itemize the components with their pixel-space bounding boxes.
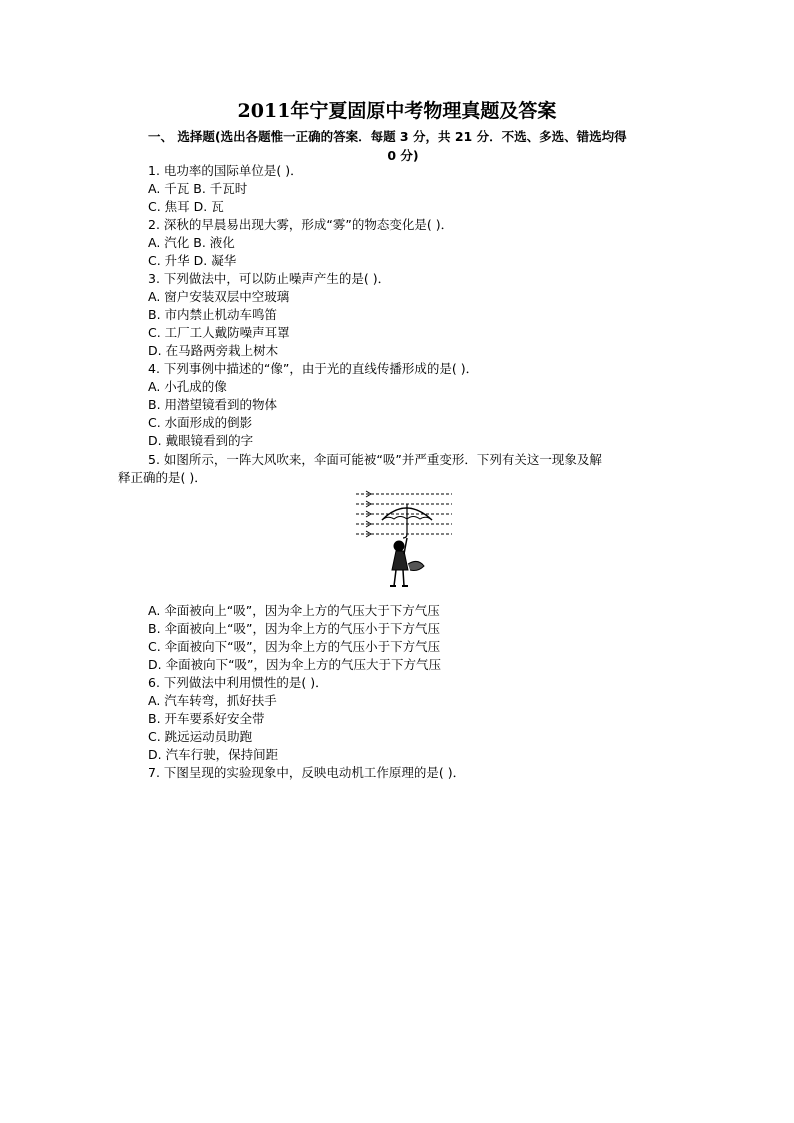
question-6-option-b: B. 开车要系好安全带 — [148, 711, 265, 726]
question-5-option-d: D. 伞面被向下“吸”，因为伞上方的气压大于下方气压 — [148, 657, 442, 672]
umbrella-figure — [352, 488, 460, 596]
question-1-stem: 1. 电功率的国际单位是( )． — [148, 163, 303, 178]
question-2-stem: 2. 深秋的早晨易出现大雾，形成“雾”的物态变化是( )． — [148, 217, 454, 232]
section-heading — [148, 127, 688, 165]
question-7-stem: 7. 下图呈现的实验现象中，反映电动机工作原理的是( )． — [148, 765, 466, 780]
question-5-stem: 5. 如图所示，一阵大风吹来，伞面可能被“吸”并严重变形．下列有关这一现象及解 — [148, 452, 602, 467]
question-6-stem: 6. 下列做法中利用惯性的是( )． — [148, 675, 328, 690]
question-5-stem-continued: 释正确的是( )． — [118, 470, 207, 485]
question-2-option-line-2: C. 升华 D. 凝华 — [148, 253, 237, 268]
question-4-stem: 4. 下列事例中描述的“像”，由于光的直线传播形成的是( )． — [148, 361, 479, 376]
question-4-option-b: B. 用潜望镜看到的物体 — [148, 397, 278, 412]
question-3-option-b: B. 市内禁止机动车鸣笛 — [148, 307, 278, 322]
question-1-option-line-1: A. 千瓦 B. 千瓦时 — [148, 181, 248, 196]
question-2-option-line-1: A. 汽化 B. 液化 — [148, 235, 235, 250]
question-6-option-a: A. 汽车转弯，抓好扶手 — [148, 693, 277, 708]
question-3-option-a: A. 窗户安装双层中空玻璃 — [148, 289, 290, 304]
question-3-option-d: D. 在马路两旁栽上树木 — [148, 343, 279, 358]
section-heading-continued: 0 分) — [387, 148, 419, 163]
question-6-option-d: D. 汽车行驶，保持间距 — [148, 747, 279, 762]
page-title: 2011年宁夏固原中考物理真题及答案 — [237, 100, 557, 122]
question-5-option-b: B. 伞面被向上“吸”，因为伞上方的气压小于下方气压 — [148, 621, 440, 636]
umbrella-wind-icon — [352, 488, 460, 596]
question-4-option-c: C. 水面形成的倒影 — [148, 415, 253, 430]
question-5-option-c: C. 伞面被向下“吸”，因为伞上方的气压小于下方气压 — [148, 639, 441, 654]
question-4-option-d: D. 戴眼镜看到的字 — [148, 433, 254, 448]
question-3-option-c: C. 工厂工人戴防噪声耳罩 — [148, 325, 290, 340]
question-5-option-a: A. 伞面被向上“吸”，因为伞上方的气压大于下方气压 — [148, 603, 440, 618]
question-1-option-line-2: C. 焦耳 D. 瓦 — [148, 199, 224, 214]
question-3-stem: 3. 下列做法中，可以防止噪声产生的是( )． — [148, 271, 391, 286]
question-6-option-c: C. 跳远运动员助跑 — [148, 729, 253, 744]
section-heading-text: 一、 选择题(选出各题惟一正确的答案．每题 3 分，共 21 分．不选、多选、错选均得 — [148, 129, 627, 144]
question-4-option-a: A. 小孔成的像 — [148, 379, 227, 394]
